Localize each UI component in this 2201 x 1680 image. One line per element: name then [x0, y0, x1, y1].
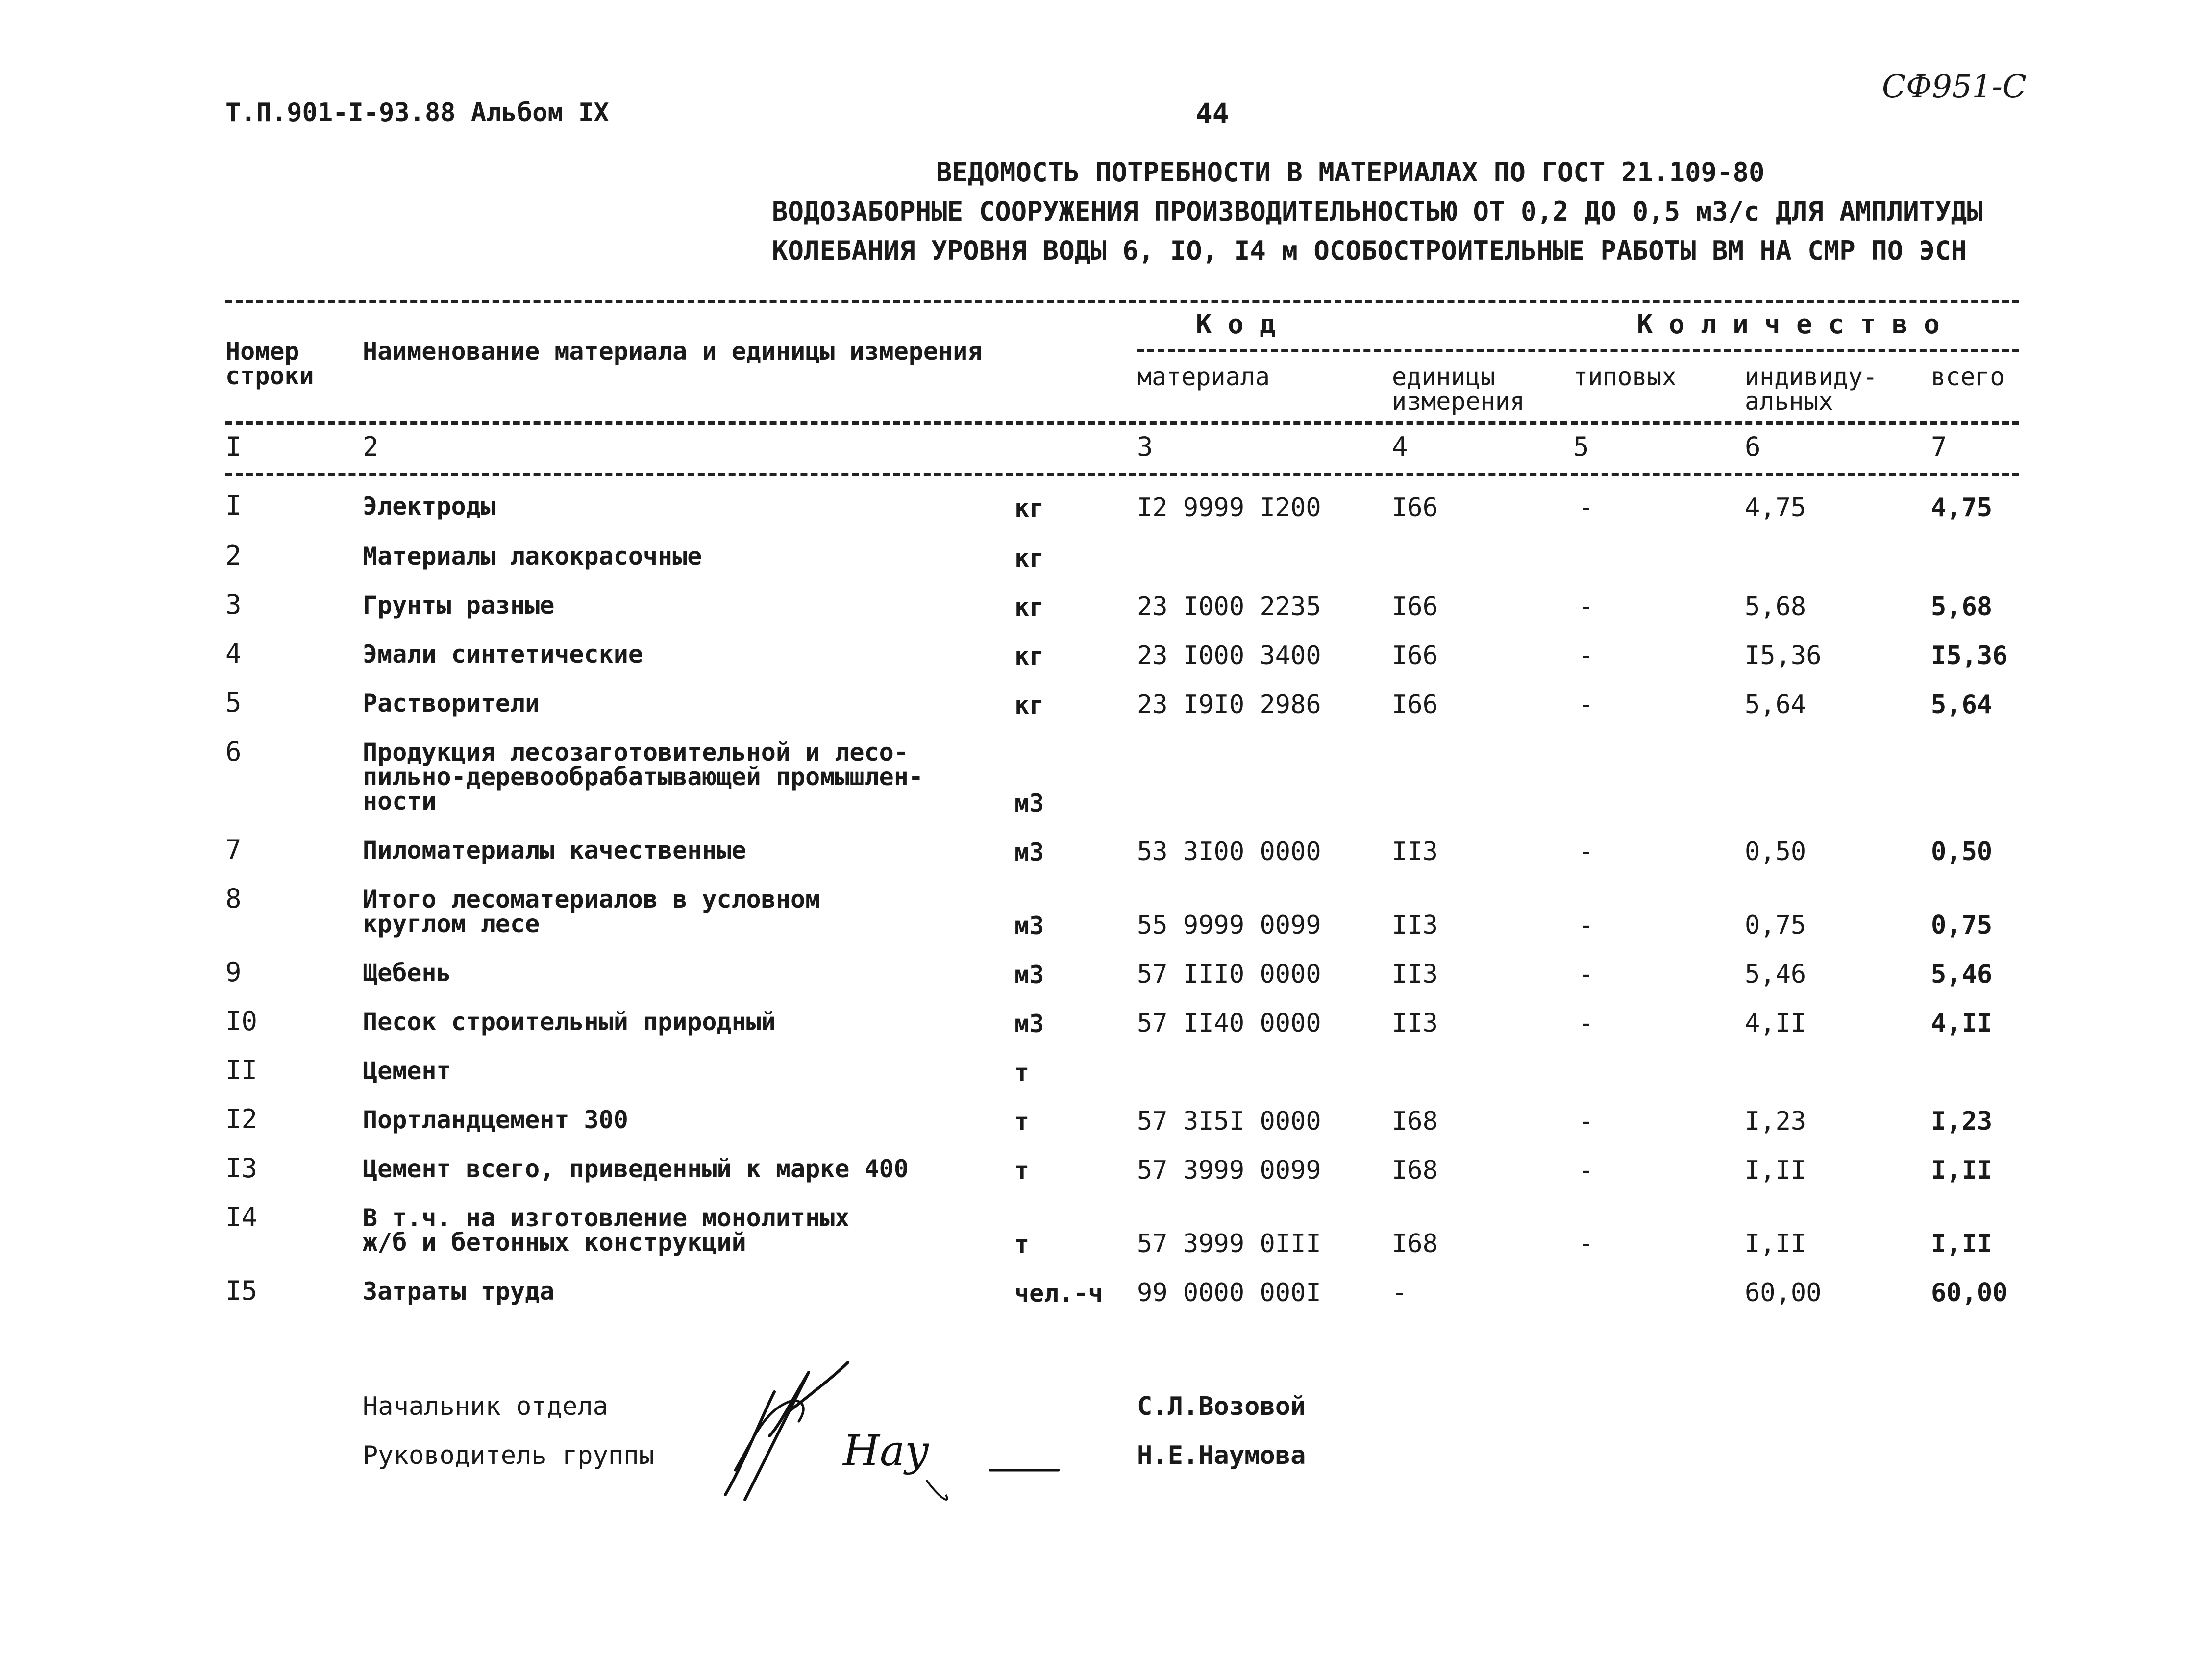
row-number: I5 — [225, 1275, 258, 1306]
typical-qty: - — [1578, 1156, 1594, 1185]
material-code: 99 0000 000I — [1137, 1278, 1321, 1308]
material-name-line: Цемент всего, приведенный к марке 400 — [363, 1155, 909, 1183]
typical-qty: - — [1578, 690, 1594, 719]
individual-qty: I,II — [1745, 1229, 1806, 1259]
row-number: I3 — [225, 1153, 258, 1184]
title-line-1: ВЕДОМОСТЬ ПОТРЕБНОСТИ В МАТЕРИАЛАХ ПО ГОСТ 21.109-80 — [936, 157, 1765, 188]
total-qty: 5,68 — [1931, 592, 1993, 621]
material-code: 23 I000 3400 — [1137, 641, 1321, 670]
signature-handwriting: Нау — [843, 1427, 930, 1476]
material-name-line: ности — [363, 787, 437, 815]
header-row-number-2: строки — [225, 362, 314, 390]
handwritten-signature — [716, 1353, 1068, 1509]
column-number-3: 3 — [1137, 431, 1153, 462]
material-name-line: Портландцемент 300 — [363, 1106, 628, 1134]
unit-code: II3 — [1392, 1009, 1438, 1038]
unit: т — [1014, 1157, 1030, 1185]
title-line-2: ВОДОЗАБОРНЫЕ СООРУЖЕНИЯ ПРОИЗВОДИТЕЛЬНОСТЬЮ ОТ 0,2 ДО 0,5 м3/с ДЛЯ АМПЛИТУДЫ — [772, 196, 1983, 227]
material-code: 57 III0 0000 — [1137, 960, 1321, 989]
title-line-3: КОЛЕБАНИЯ УРОВНЯ ВОДЫ 6, IO, I4 м ОСОБОСТРОИТЕЛЬНЫЕ РАБОТЫ ВМ НА СМР ПО ЭСН — [772, 235, 1967, 266]
individual-qty: 4,75 — [1745, 493, 1806, 522]
header-row-number-1: Номер — [225, 337, 299, 366]
unit: м3 — [1014, 961, 1044, 989]
unit: кг — [1014, 642, 1044, 670]
unit: кг — [1014, 494, 1044, 522]
group-leader-name: Н.Е.Наумова — [1137, 1441, 1306, 1470]
individual-qty: 0,75 — [1745, 911, 1806, 940]
total-qty: 5,64 — [1931, 690, 1993, 719]
typical-qty: - — [1578, 1229, 1594, 1259]
individual-qty: I,23 — [1745, 1107, 1806, 1136]
document-reference: Т.П.901-I-93.88 Альбом IX — [225, 98, 609, 127]
material-code: 57 3999 0099 — [1137, 1156, 1321, 1185]
column-number-5: 5 — [1573, 431, 1589, 462]
row-number: I2 — [225, 1104, 258, 1135]
row-number: I0 — [225, 1006, 258, 1037]
total-qty: I,II — [1931, 1229, 1993, 1259]
header-unit-2: измерения — [1392, 387, 1525, 416]
page-number: 44 — [1196, 98, 1229, 130]
total-qty: 4,II — [1931, 1009, 1993, 1038]
individual-qty: I,II — [1745, 1156, 1806, 1185]
material-name-line: Итого лесоматериалов в условном — [363, 885, 820, 914]
header-typical: типовых — [1573, 363, 1677, 391]
header-quantity-group: К о л и ч е с т в о — [1637, 309, 1940, 340]
unit-code: II3 — [1392, 911, 1438, 940]
individual-qty: 5,64 — [1745, 690, 1806, 719]
rule-header-mid — [1137, 349, 2019, 352]
row-number: II — [225, 1055, 258, 1086]
material-name-line: Растворители — [363, 689, 540, 717]
typical-qty: - — [1578, 641, 1594, 670]
typical-qty: - — [1578, 493, 1594, 522]
row-number: 3 — [225, 589, 242, 620]
unit-code: I66 — [1392, 592, 1438, 621]
rule-header-bottom — [225, 421, 2019, 425]
unit: чел.-ч — [1014, 1279, 1103, 1308]
row-number: I4 — [225, 1202, 258, 1233]
total-qty: I,23 — [1931, 1107, 1993, 1136]
material-code: 23 I9I0 2986 — [1137, 690, 1321, 719]
header-individual-2: альных — [1745, 387, 1833, 416]
material-name-line: Грунты разные — [363, 591, 555, 619]
unit: м3 — [1014, 789, 1044, 817]
material-name-line: круглом лесе — [363, 910, 540, 938]
total-qty: 60,00 — [1931, 1278, 2008, 1308]
row-number: 9 — [225, 957, 242, 988]
total-qty: 4,75 — [1931, 493, 1993, 522]
row-number: 2 — [225, 540, 242, 571]
total-qty: 0,75 — [1931, 911, 1993, 940]
individual-qty: 5,68 — [1745, 592, 1806, 621]
material-name-line: Щебень — [363, 959, 451, 987]
typical-qty: - — [1578, 592, 1594, 621]
unit-code: I68 — [1392, 1107, 1438, 1136]
unit-code: II3 — [1392, 960, 1438, 989]
material-name-line: Эмали синтетические — [363, 640, 643, 668]
unit-code: - — [1392, 1278, 1408, 1308]
unit: кг — [1014, 691, 1044, 719]
unit: кг — [1014, 544, 1044, 572]
typical-qty: - — [1578, 837, 1594, 866]
header-material-code: материала — [1137, 363, 1270, 391]
column-number-4: 4 — [1392, 431, 1408, 462]
material-code: 23 I000 2235 — [1137, 592, 1321, 621]
material-name-line: Песок строительный природный — [363, 1008, 776, 1036]
rule-column-numbers — [225, 473, 2019, 476]
archive-mark: СФ951-С — [1882, 69, 2027, 105]
row-number: 7 — [225, 834, 242, 865]
material-code: 57 II40 0000 — [1137, 1009, 1321, 1038]
total-qty: 0,50 — [1931, 837, 1993, 866]
group-leader-label: Руководитель группы — [363, 1441, 654, 1470]
unit: т — [1014, 1059, 1030, 1087]
column-number-7: 7 — [1931, 431, 1947, 462]
material-name-line: Продукция лесозаготовительной и лесо- — [363, 738, 909, 766]
material-name-line: Пиломатериалы качественные — [363, 836, 746, 865]
row-number: 4 — [225, 638, 242, 669]
typical-qty: - — [1578, 911, 1594, 940]
typical-qty: - — [1578, 1009, 1594, 1038]
material-name-line: Цемент — [363, 1057, 451, 1085]
total-qty: I5,36 — [1931, 641, 2008, 670]
header-material-name: Наименование материала и единицы измерения — [363, 337, 983, 366]
header-individual-1: индивиду- — [1745, 363, 1878, 391]
material-code: 57 3I5I 0000 — [1137, 1107, 1321, 1136]
total-qty: 5,46 — [1931, 960, 1993, 989]
column-number-1: I — [225, 431, 242, 462]
individual-qty: 5,46 — [1745, 960, 1806, 989]
individual-qty: I5,36 — [1745, 641, 1822, 670]
unit: м3 — [1014, 1010, 1044, 1038]
unit-code: I68 — [1392, 1229, 1438, 1259]
typical-qty: - — [1578, 960, 1594, 989]
unit: м3 — [1014, 912, 1044, 940]
unit-code: II3 — [1392, 837, 1438, 866]
total-qty: I,II — [1931, 1156, 1993, 1185]
material-code: I2 9999 I200 — [1137, 493, 1321, 522]
individual-qty: 0,50 — [1745, 837, 1806, 866]
unit: м3 — [1014, 838, 1044, 866]
unit: т — [1014, 1230, 1030, 1259]
unit-code: I66 — [1392, 641, 1438, 670]
row-number: I — [225, 490, 242, 521]
material-code: 53 3I00 0000 — [1137, 837, 1321, 866]
rule-top — [225, 300, 2019, 303]
row-number: 8 — [225, 883, 242, 914]
row-number: 6 — [225, 736, 242, 767]
head-of-department-label: Начальник отдела — [363, 1392, 608, 1421]
material-name-line: Затраты труда — [363, 1277, 555, 1306]
material-code: 57 3999 0III — [1137, 1229, 1321, 1259]
header-code-group: К о д — [1196, 309, 1276, 340]
unit-code: I68 — [1392, 1156, 1438, 1185]
column-number-6: 6 — [1745, 431, 1761, 462]
header-total: всего — [1931, 363, 2005, 391]
individual-qty: 60,00 — [1745, 1278, 1822, 1308]
material-name-line: Материалы лакокрасочные — [363, 542, 702, 570]
typical-qty: - — [1578, 1107, 1594, 1136]
unit-code: I66 — [1392, 690, 1438, 719]
column-number-2: 2 — [363, 431, 379, 462]
material-name-line: Электроды — [363, 492, 495, 520]
unit: т — [1014, 1108, 1030, 1136]
material-code: 55 9999 0099 — [1137, 911, 1321, 940]
unit-code: I66 — [1392, 493, 1438, 522]
head-of-department-name: С.Л.Возовой — [1137, 1392, 1306, 1421]
unit: кг — [1014, 593, 1044, 621]
material-name-line: ж/б и бетонных конструкций — [363, 1228, 746, 1257]
individual-qty: 4,II — [1745, 1009, 1806, 1038]
material-name-line: пильно-деревообрабатывающей промышлен- — [363, 763, 923, 791]
header-unit-1: единицы — [1392, 363, 1495, 391]
row-number: 5 — [225, 687, 242, 718]
material-name-line: В т.ч. на изготовление монолитных — [363, 1204, 850, 1232]
